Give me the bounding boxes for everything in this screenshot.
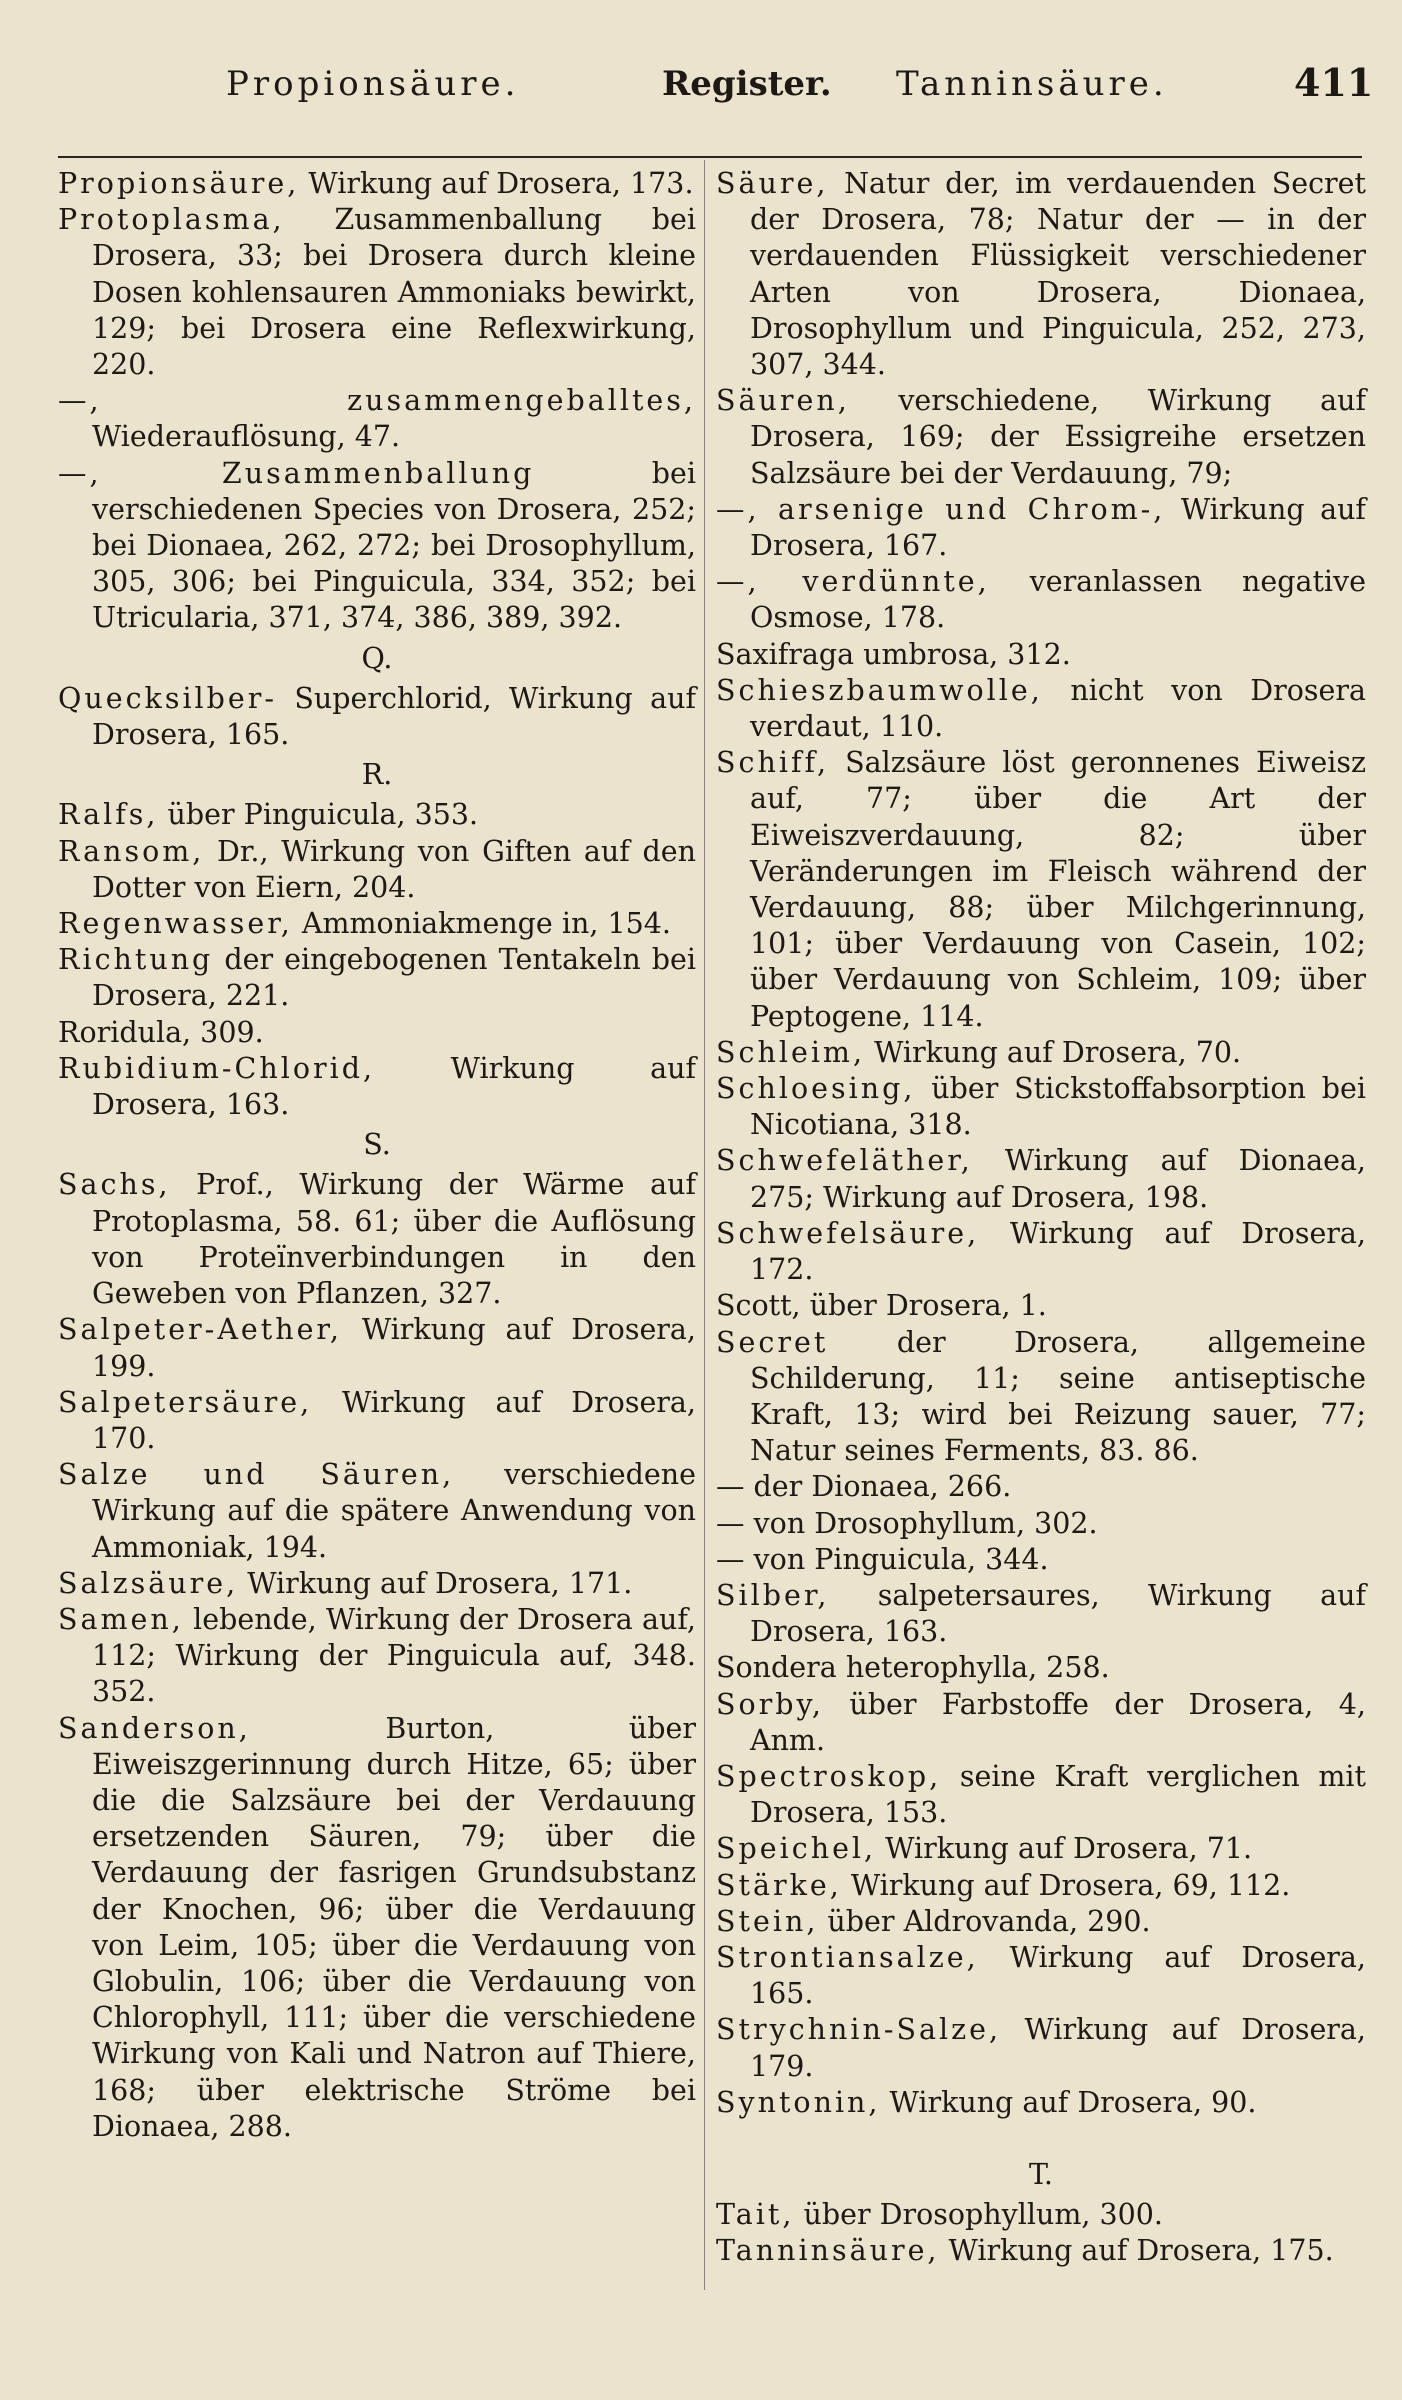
index-entry	[716, 1578, 1366, 1650]
index-entry	[716, 1831, 1366, 1867]
entry-text: über Farbstoffe der Drosera, 4, Anm.	[750, 1687, 1366, 1757]
header-rule	[58, 156, 1362, 158]
entry-text: der eingebogenen Tentakeln bei Drosera, 221.	[92, 943, 696, 1013]
entry-text: bei verschiedenen Species von Drosera, 252; bei Dionaea, 262, 272; bei Drosophyllum, 305, 306; bei Pinguicula, 334, 352; bei Utricularia, 371, 374, 386, 389, 392.	[92, 456, 696, 635]
index-entry	[716, 2085, 1366, 2121]
index-entry	[716, 1759, 1366, 1831]
index-entry	[58, 797, 696, 833]
index-entry	[716, 1035, 1366, 1071]
index-entry	[58, 1051, 696, 1123]
section-letter: T.	[1029, 2157, 1053, 2191]
entry-text: über Aldrovanda, 290.	[818, 1904, 1151, 1938]
entry-text: — von Drosophyllum, 302.	[716, 1506, 1098, 1540]
entry-term: Strontiansalze,	[716, 1940, 979, 1974]
entry-term: Tanninsäure,	[716, 2234, 940, 2268]
entry-term: Säure,	[716, 167, 829, 200]
entry-text: Wirkung auf Drosera, 165.	[750, 1940, 1366, 2011]
entry-text: Wirkung auf Drosera, 71.	[876, 1832, 1253, 1866]
entry-text: verschiedene Wirkung auf die spätere Anwendung von Ammoniak, 194.	[92, 1458, 696, 1564]
entry-text: Ammoniakmenge in, 154.	[292, 907, 671, 941]
index-entry	[58, 456, 696, 637]
entry-text: Zusammenballung bei Drosera, 33; bei Drosera durch kleine Dosen kohlensauren Ammoniaks bewirkt, 129; bei Drosera eine Reflexwirkung, 220.	[92, 203, 696, 382]
index-entry	[58, 1015, 696, 1051]
header-title: Register.	[662, 64, 832, 104]
entry-term: Protoplasma,	[58, 203, 285, 237]
index-entry	[716, 673, 1366, 745]
index-entry	[716, 383, 1366, 492]
index-entry	[716, 2012, 1366, 2084]
index-entry	[716, 1940, 1366, 2012]
index-entry	[58, 1385, 696, 1457]
index-entry	[58, 1167, 696, 1312]
entry-text: Superchlorid, Wirkung auf Drosera, 165.	[92, 681, 696, 752]
entry-text: der Drosera, allgemeine Schilderung, 11; seine antiseptische Kraft, 13; wird bei Reizung sauer, 77; Natur seines Ferments, 83. 86.	[750, 1325, 1366, 1468]
entry-text: — von Pinguicula, 344.	[716, 1542, 1049, 1576]
entry-term: Secret	[716, 1325, 829, 1359]
entry-term: Quecksilber-	[58, 681, 278, 715]
entry-text: Wirkung auf Drosera, 172.	[750, 1216, 1366, 1287]
entry-term: Salze und Säuren,	[58, 1458, 455, 1492]
entry-term: Sachs,	[58, 1168, 171, 1202]
entry-term: Schleim,	[716, 1035, 866, 1069]
column-divider	[704, 160, 705, 2290]
entry-text: Roridula, 309.	[58, 1015, 264, 1049]
index-entry	[716, 1650, 1366, 1686]
index-entry	[716, 745, 1366, 1035]
entry-term: —, arsenige und Chrom-,	[716, 492, 1166, 526]
entry-text: lebende, Wirkung der Drosera auf, 112; Wirkung der Pinguicula auf, 348. 352.	[92, 1602, 696, 1709]
section-letter: Q.	[361, 641, 393, 675]
index-entry	[58, 1312, 696, 1384]
section-letter: R.	[361, 758, 393, 792]
entry-text: Wirkung auf Drosera, 70.	[865, 1035, 1242, 1069]
index-entry	[716, 1687, 1366, 1759]
entry-text: über Drosophyllum, 300.	[794, 2198, 1163, 2232]
entry-term: Speichel,	[716, 1832, 877, 1866]
index-entry	[58, 1457, 696, 1566]
entry-text: Scott, über Drosera, 1.	[716, 1289, 1047, 1323]
index-entry	[716, 1288, 1366, 1324]
entry-term: Spectroskop,	[716, 1759, 942, 1793]
entry-text: verschiedene, Wirkung auf Drosera, 169; der Essigreihe ersetzen Salzsäure bei der Verdauung, 79;	[750, 384, 1366, 490]
index-entry	[716, 166, 1366, 383]
entry-text: Wirkung auf Drosera, 69, 112.	[841, 1868, 1291, 1902]
entry-term: Schwefeläther,	[716, 1144, 973, 1178]
entry-text: Wirkung auf Drosera, 90.	[880, 2085, 1257, 2119]
index-entry	[716, 2197, 1366, 2233]
entry-text: Wiederauflösung, 47.	[92, 420, 401, 454]
entry-term: Salzsäure,	[58, 1566, 239, 1600]
entry-text: Wirkung auf Drosera, 173.	[299, 167, 694, 200]
right-column	[716, 166, 1366, 2270]
entry-term: Schwefelsäure,	[716, 1216, 980, 1250]
entry-text: seine Kraft verglichen mit Drosera, 153.	[750, 1759, 1366, 1830]
index-entry	[58, 202, 696, 383]
index-entry	[58, 383, 696, 455]
entry-text: über Stickstoffabsorption bei Nicotiana, 318.	[750, 1072, 1366, 1142]
entry-term: Sanderson,	[58, 1711, 251, 1745]
index-entry	[58, 906, 696, 942]
entry-text: Saxifraga umbrosa, 312.	[716, 637, 1071, 671]
entry-text: Sondera heterophylla, 258.	[716, 1651, 1110, 1685]
entry-term: Ralfs,	[58, 798, 159, 832]
entry-text: nicht von Drosera verdaut, 110.	[750, 673, 1366, 744]
entry-term: Stein,	[716, 1904, 819, 1938]
left-column	[58, 166, 696, 2145]
entry-text: Salzsäure löst geronnenes Eiweisz auf, 77; über die Art der Eiweiszverdauung, 82; über Veränderungen im Fleisch während der Verdauung, 88; über Milchgerinnung, 101; über Verdauung von Casein, 102; über Verdauung von Schleim, 109; über Peptogene, 114.	[750, 746, 1366, 1033]
entry-term: Schloesing,	[716, 1072, 916, 1106]
entry-term: Syntonin,	[716, 2085, 881, 2119]
index-entry	[716, 1904, 1366, 1940]
index-entry	[716, 1542, 1366, 1578]
entry-term: Schieszbaumwolle,	[716, 673, 1043, 707]
entry-text: Burton, über Eiweiszgerinnung durch Hitze, 65; über die die Salzsäure bei der Verdauung ersetzenden Säuren, 79; über die Verdauung der fasrigen Grundsubstanz der Knochen, 96; über die Verdauung von Leim, 105; über die Verdauung von Globulin, 106; über die Verdauung von Chlorophyll, 111; über die verschiedene Wirkung von Kali und Natron auf Thiere, 168; über elektrische Ströme bei Dionaea, 288.	[92, 1711, 696, 2143]
entry-term: —, Zusammenballung	[58, 456, 535, 490]
entry-text: Wirkung auf Drosera, 179.	[750, 2013, 1366, 2083]
entry-text: Wirkung auf Dionaea, 275; Wirkung auf Drosera, 198.	[750, 1144, 1366, 1214]
index-entry	[58, 834, 696, 906]
entry-term: Salpetersäure,	[58, 1385, 313, 1419]
entry-text: Dr., Wirkung von Giften auf den Dotter von Eiern, 204.	[92, 834, 696, 904]
entry-term: Ransom,	[58, 834, 205, 868]
entry-text: Wirkung auf Drosera, 199.	[92, 1313, 696, 1383]
running-header	[56, 58, 1374, 118]
entry-term: Stärke,	[716, 1868, 842, 1902]
entry-term: Samen,	[58, 1602, 184, 1636]
entry-term: Silber,	[716, 1578, 830, 1612]
entry-term: Rubidium-Chlorid,	[58, 1051, 376, 1085]
index-entry	[716, 1143, 1366, 1215]
index-entry	[58, 942, 696, 1014]
entry-term: Salpeter-Aether,	[58, 1313, 342, 1347]
header-right-term: Tanninsäure.	[896, 64, 1168, 104]
index-entry	[716, 492, 1366, 564]
index-entry	[716, 1506, 1366, 1542]
index-entry	[716, 1216, 1366, 1288]
entry-text: Wirkung auf Drosera, 170.	[92, 1385, 696, 1455]
index-entry	[716, 637, 1366, 673]
entry-text: Wirkung auf Drosera, 167.	[750, 492, 1366, 563]
entry-term: —, zusammengeballtes,	[58, 384, 696, 418]
entry-text: Wirkung auf Drosera, 175.	[939, 2234, 1334, 2268]
entry-term: Propionsäure,	[58, 167, 300, 200]
header-left-term: Propionsäure.	[226, 64, 520, 104]
index-entry	[716, 1325, 1366, 1470]
entry-text: — der Dionaea, 266.	[716, 1470, 1012, 1504]
entry-text: Wirkung auf Drosera, 171.	[238, 1566, 633, 1600]
entry-text: Wirkung auf Drosera, 163.	[92, 1051, 696, 1122]
index-entry	[58, 1711, 696, 2145]
index-entry	[716, 564, 1366, 636]
section-letter: S.	[363, 1128, 391, 1162]
entry-term: Regenwasser,	[58, 907, 293, 941]
entry-term: Tait,	[716, 2198, 795, 2232]
entry-text: Natur der, im verdauenden Secret der Drosera, 78; Natur der — in der verdauenden Flüssigkeit verschiedener Arten von Drosera, Dionaea, Drosophyllum und Pinguicula, 252, 273, 307, 344.	[750, 167, 1366, 382]
index-entry	[58, 1566, 696, 1602]
entry-term: Säuren,	[716, 384, 850, 418]
entry-text: Prof., Wirkung der Wärme auf Protoplasma, 58. 61; über die Auflösung von Proteïnverbindungen in den Geweben von Pflanzen, 327.	[92, 1168, 696, 1311]
page-number: 411	[1294, 60, 1374, 105]
entry-term: —, verdünnte,	[716, 565, 990, 599]
index-entry	[58, 1602, 696, 1711]
index-entry	[716, 2233, 1366, 2269]
entry-text: salpetersaures, Wirkung auf Drosera, 163.	[750, 1578, 1366, 1649]
entry-term: Sorby,	[716, 1687, 824, 1721]
index-entry	[716, 1469, 1366, 1505]
entry-term: Strychnin-Salze,	[716, 2013, 1002, 2047]
index-entry	[58, 681, 696, 753]
entry-term: Richtung	[58, 943, 214, 977]
entry-text: veranlassen negative Osmose, 178.	[750, 565, 1366, 635]
index-entry	[58, 166, 696, 202]
entry-text: über Pinguicula, 353.	[158, 798, 479, 832]
index-entry	[716, 1071, 1366, 1143]
index-entry	[716, 1868, 1366, 1904]
entry-term: Schiff,	[716, 746, 830, 780]
